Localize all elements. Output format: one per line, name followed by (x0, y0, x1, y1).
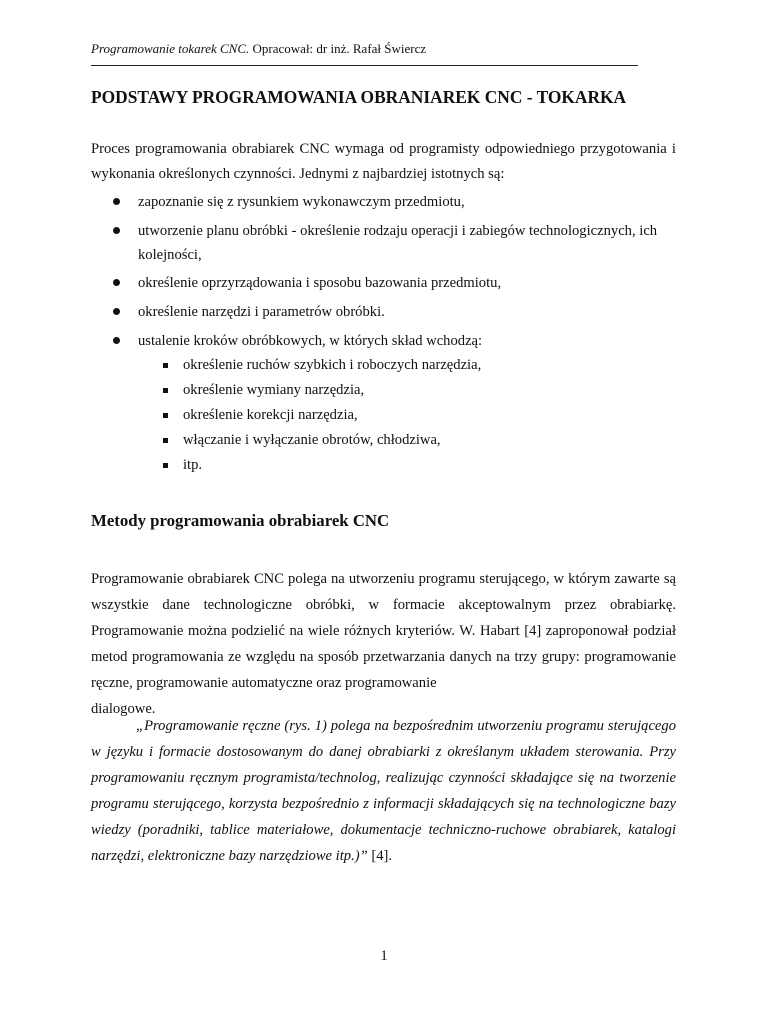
list-item-text: określenie narzędzi i parametrów obróbki. (138, 304, 385, 320)
bullet-square-icon (163, 438, 168, 443)
bullet-square-icon (163, 363, 168, 368)
bullet-square-icon (163, 413, 168, 418)
sub-list-item (138, 453, 676, 478)
bullet-dot-icon (113, 308, 120, 315)
list-item-text: utworzenie planu obróbki - określenie rodzaju operacji i zabiegów technologicznych, ich kolejności, (138, 223, 658, 263)
bullet-dot-icon (113, 337, 120, 344)
document-title: PODSTAWY PROGRAMOWANIA OBRANIAREK CNC - TOKARKA (91, 87, 627, 107)
list-item-text: zapoznanie się z rysunkiem wykonawczym przedmiotu, (138, 194, 465, 210)
list-item-text: określenie oprzyrządowania i sposobu bazowania przedmiotu, (138, 275, 502, 291)
sub-list-item (138, 403, 676, 428)
sub-list (138, 353, 676, 478)
requirements-list (91, 190, 676, 483)
methods-paragraph (91, 566, 676, 722)
list-item (91, 219, 676, 267)
bullet-dot-icon (113, 279, 120, 286)
list-item (91, 271, 676, 295)
methods-paragraph-text: Programowanie obrabiarek CNC polega na utworzeniu programu sterującego, w którym zawarte są wszystkie dane technologiczne obróbki, w formacie akceptowalnym przez obrabiarkę. Programowanie można podzielić na wiele różnych kryteriów. W. Habart [4] zaproponował podział metod programowania ze względu na sposób przetwarzania danych na trzy grupy: programowanie ręczne, programowanie automatyczne oraz programowanie (91, 571, 676, 691)
bullet-square-icon (163, 463, 168, 468)
list-item (91, 329, 676, 478)
quote-paragraph (91, 713, 676, 869)
bullet-dot-icon (113, 198, 120, 205)
sub-list-item (138, 353, 676, 378)
sub-list-item (138, 428, 676, 453)
list-item-text: ustalenie kroków obróbkowych, w których skład wchodzą: (138, 333, 483, 349)
header-author: Opracował: dr inż. Rafał Świercz (249, 41, 427, 56)
sub-list-item (138, 378, 676, 403)
page-number: 1 (380, 948, 388, 964)
list-item (91, 190, 676, 214)
methods-paragraph-last-line: dialogowe. (91, 701, 156, 717)
sub-list-item-text: określenie wymiany narzędzia, (183, 382, 365, 398)
bullet-square-icon (163, 388, 168, 393)
header-divider (91, 65, 638, 66)
header-title: Programowanie tokarek CNC. (91, 41, 250, 56)
list-item (91, 300, 676, 324)
page-header (91, 41, 638, 57)
quote-text: „Programowanie ręczne (rys. 1) polega na bezpośrednim utworzeniu programu sterującego w języku i formacie dostosowanym do danej obrabiarki z określanym układem sterowania. Przy programowaniu ręcznym programista/technolog, realizując czynności składające się na tworzenie programu sterującego, korzysta bezpośrednio z informacji składających się na technologiczne bazy wiedzy (poradniki, tablice materiałowe, dokumentacje techniczno-ruchowe obrabiarek, katalogi narzędzi, elektroniczne bazy narzędziowe itp.)” (91, 718, 676, 864)
sub-list-item-text: włączanie i wyłączanie obrotów, chłodziwa, (183, 432, 441, 448)
sub-list-item-text: określenie korekcji narzędzia, (183, 407, 358, 423)
sub-list-item-text: określenie ruchów szybkich i roboczych narzędzia, (183, 357, 482, 373)
section-heading: Metody programowania obrabiarek CNC (91, 511, 390, 530)
quote-reference: [4]. (367, 848, 393, 864)
intro-paragraph: Proces programowania obrabiarek CNC wymaga od programisty odpowiedniego przygotowania i wykonania określonych czynności. Jednymi z najbardziej istotnych są: (91, 141, 676, 182)
sub-list-item-text: itp. (183, 457, 203, 473)
bullet-dot-icon (113, 227, 120, 234)
